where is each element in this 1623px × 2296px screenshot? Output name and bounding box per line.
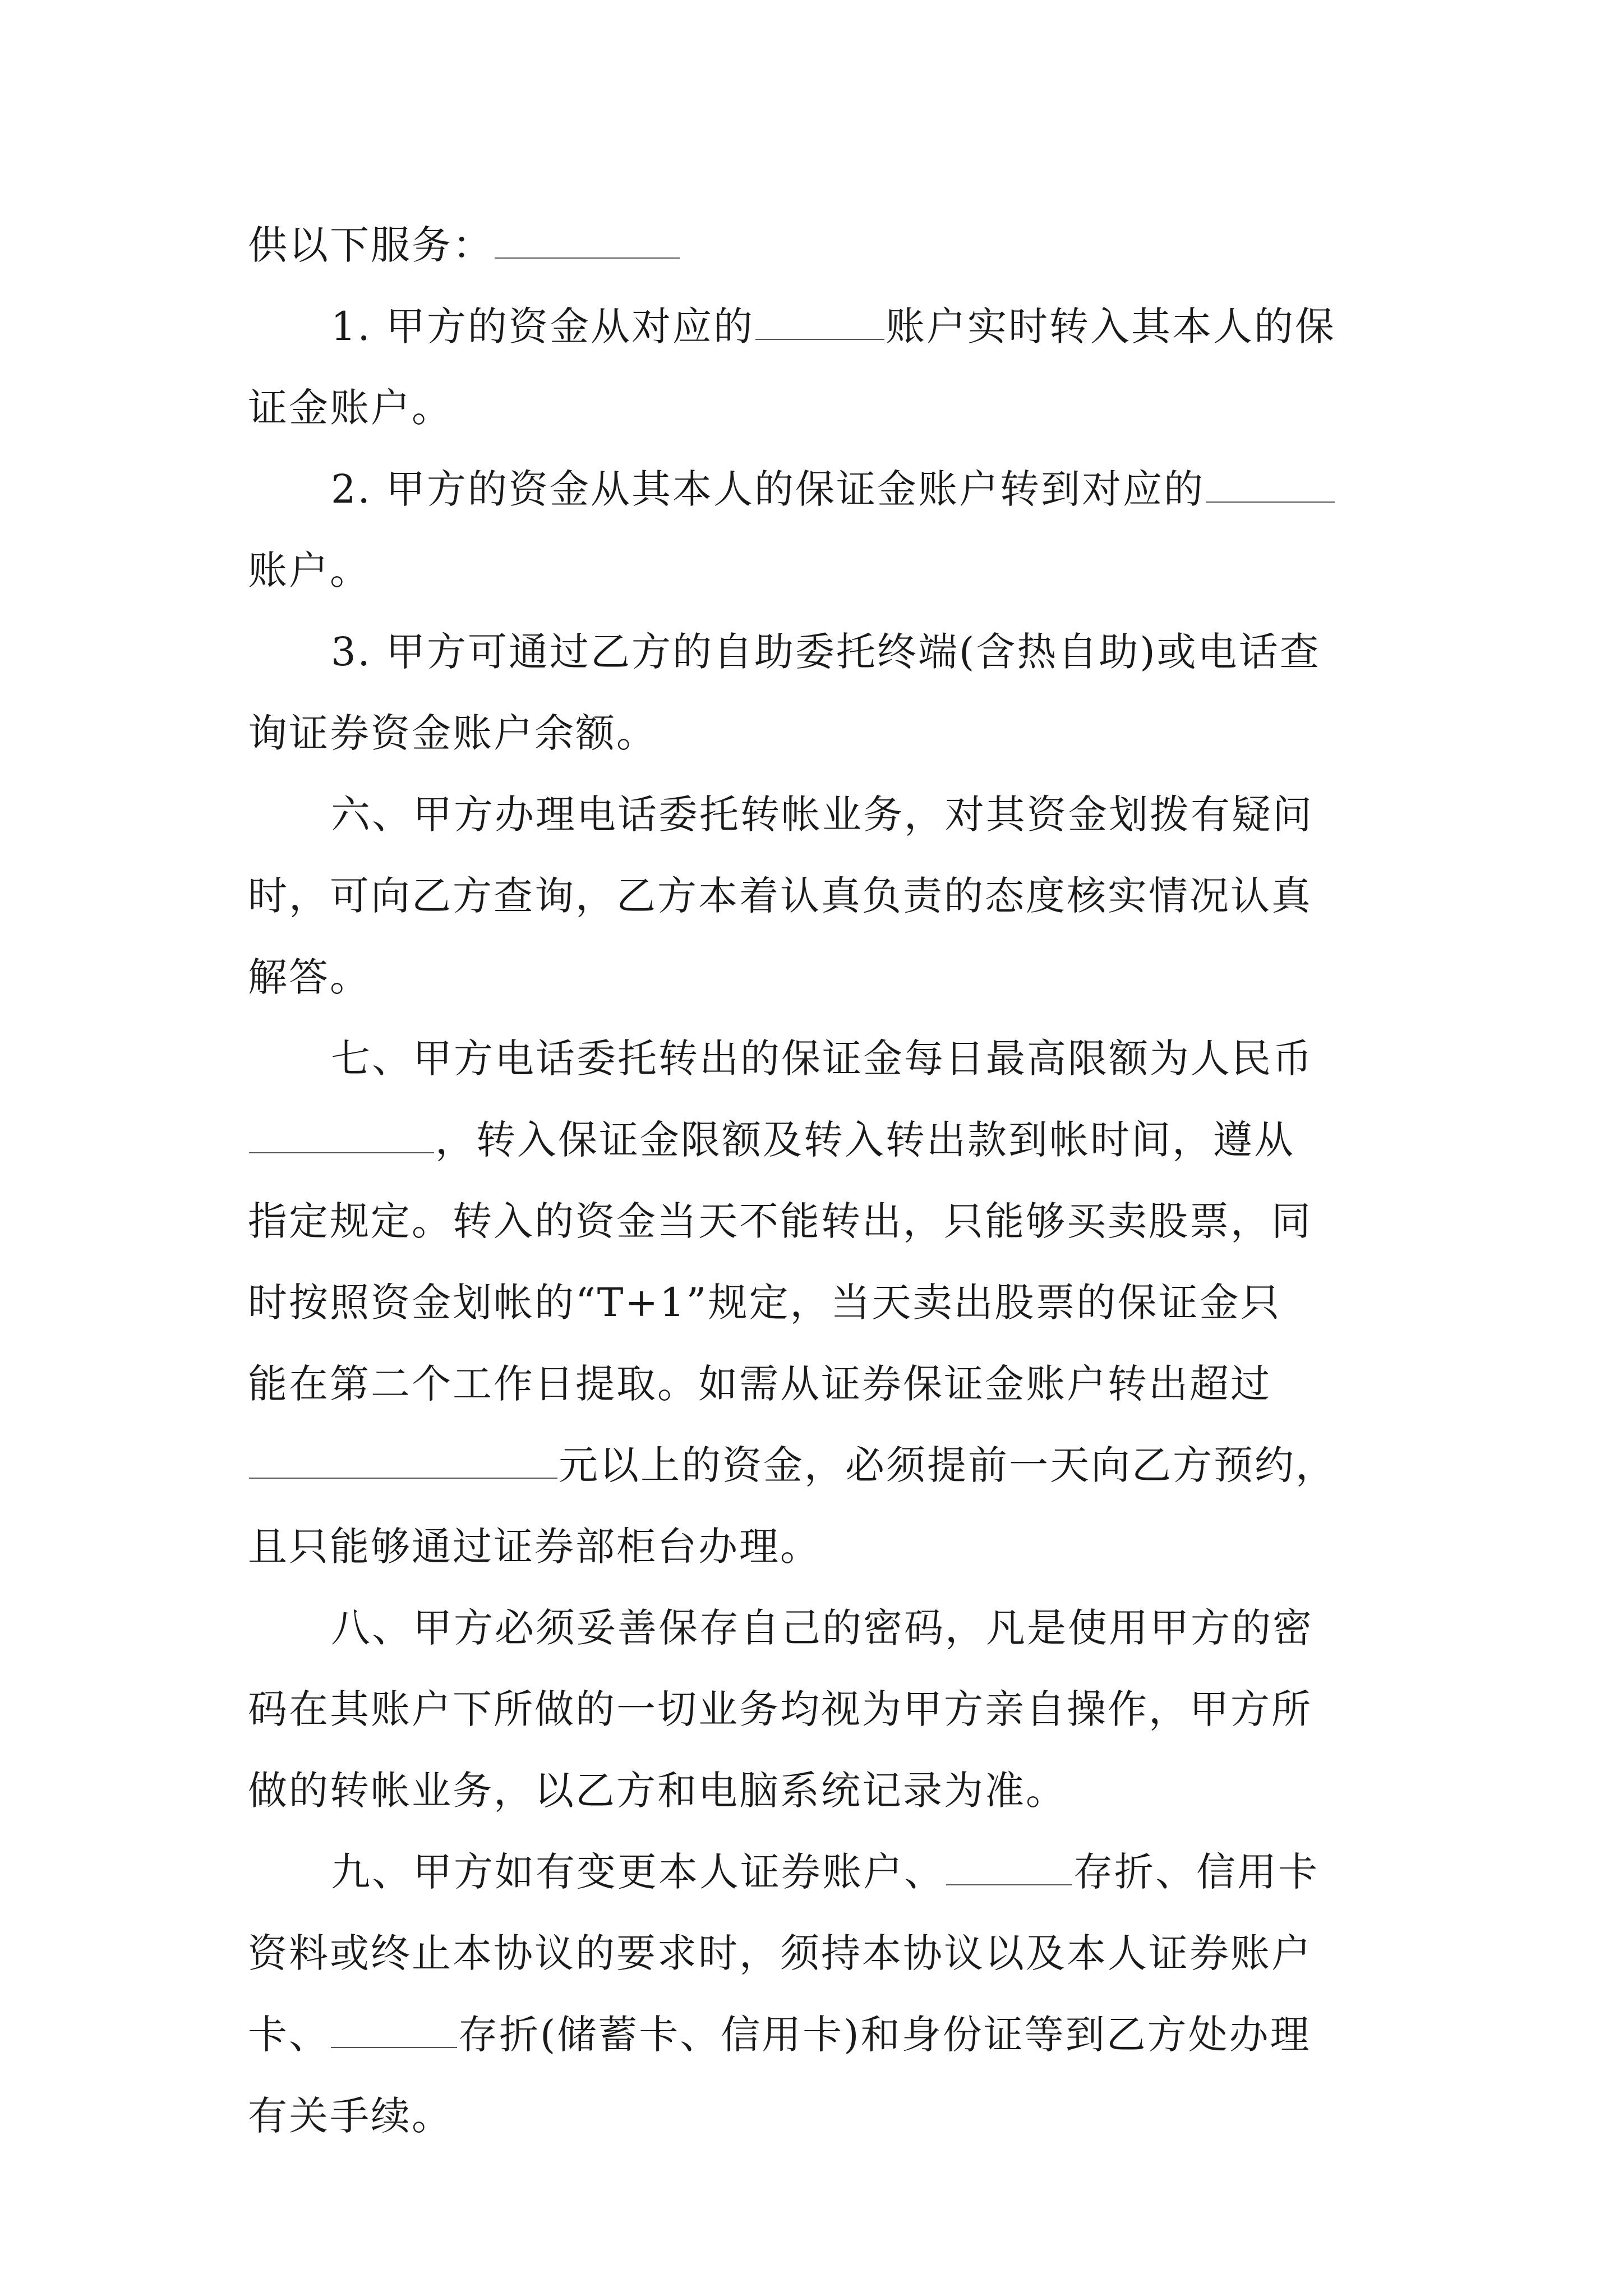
text-line (248, 1506, 1398, 1588)
line-text: 八、甲方必须妥善保存自己的密码，凡是使用甲方的密 (331, 1605, 1313, 1651)
agreement-body (248, 205, 1398, 2157)
fill-in-blank (946, 1849, 1072, 1885)
text-line (248, 693, 1398, 774)
text-line (248, 1099, 1398, 1181)
line-text: 有关手续。 (248, 2093, 453, 2139)
line-text: 账户实时转入其本人的保 (886, 303, 1336, 349)
text-line (248, 2076, 1398, 2157)
fill-in-blank (755, 304, 884, 340)
line-text: 证金账户。 (248, 385, 453, 431)
line-text: 且只能够通过证券部柜台办理。 (248, 1524, 821, 1570)
text-line (248, 205, 1398, 286)
line-text: 询证券资金账户余额。 (248, 710, 657, 756)
line-text: ，转入保证金限额及转入转出款到帐时间，遵从 (435, 1117, 1295, 1163)
text-line (248, 367, 1398, 449)
text-line (248, 1750, 1398, 1832)
line-text: 做的转帐业务，以乙方和电脑系统记录为准。 (248, 1768, 1067, 1814)
line-text: 码在其账户下所做的一切业务均视为甲方亲自操作，甲方所 (248, 1686, 1312, 1732)
text-line (248, 1913, 1398, 1994)
line-text: 时按照资金划帐的“T+1”规定，当天卖出股票的保证金只 (248, 1280, 1281, 1326)
line-text: 九、甲方如有变更本人证券账户、 (331, 1849, 945, 1895)
line-text: 时，可向乙方查询，乙方本着认真负责的态度核实情况认真 (248, 873, 1312, 919)
text-line (248, 1994, 1398, 2076)
text-line (248, 1343, 1398, 1425)
fill-in-blank (249, 1443, 557, 1479)
clause-1 (248, 286, 1398, 367)
line-text: 存折(储蓄卡、信用卡)和身份证等到乙方处办理 (458, 2012, 1311, 2058)
text-line (248, 1262, 1398, 1343)
line-text: 卡、 (248, 2012, 330, 2058)
text-line (248, 1181, 1398, 1262)
line-text: 元以上的资金，必须提前一天向乙方预约， (559, 1442, 1336, 1488)
line-text: 七、甲方电话委托转出的保证金每日最高限额为人民币 (331, 1036, 1313, 1082)
line-text: 指定规定。转入的资金当天不能转出，只能够买卖股票，同 (248, 1198, 1312, 1244)
section-9 (248, 1832, 1398, 1913)
clause-3 (248, 611, 1398, 693)
line-text: 资料或终止本协议的要求时，须持本协议以及本人证券账户 (248, 1930, 1312, 1976)
fill-in-blank (331, 2012, 457, 2048)
fill-in-blank (1206, 467, 1335, 503)
line-text: 六、甲方办理电话委托转帐业务，对其资金划拨有疑问 (331, 792, 1313, 838)
line-text: 1. 甲方的资金从对应的 (331, 303, 755, 349)
text-line (248, 530, 1398, 611)
line-text: 解答。 (248, 954, 371, 1000)
text-line (248, 1669, 1398, 1750)
line-text: 供以下服务： (248, 222, 494, 268)
line-text: 3. 甲方可通过乙方的自助委托终端(含热自助)或电话查 (331, 629, 1321, 675)
text-line (248, 855, 1398, 937)
section-6 (248, 774, 1398, 855)
line-text: 账户。 (248, 547, 371, 593)
fill-in-blank (495, 223, 680, 259)
fill-in-blank (249, 1117, 434, 1153)
line-text: 2. 甲方的资金从其本人的保证金账户转到对应的 (331, 466, 1205, 512)
clause-2 (248, 449, 1398, 530)
section-7 (248, 1018, 1398, 1099)
line-text: 能在第二个工作日提取。如需从证券保证金账户转出超过 (248, 1361, 1271, 1407)
text-line (248, 937, 1398, 1018)
text-line (248, 1425, 1398, 1506)
section-8 (248, 1588, 1398, 1669)
line-text: 存折、信用卡 (1073, 1849, 1319, 1895)
